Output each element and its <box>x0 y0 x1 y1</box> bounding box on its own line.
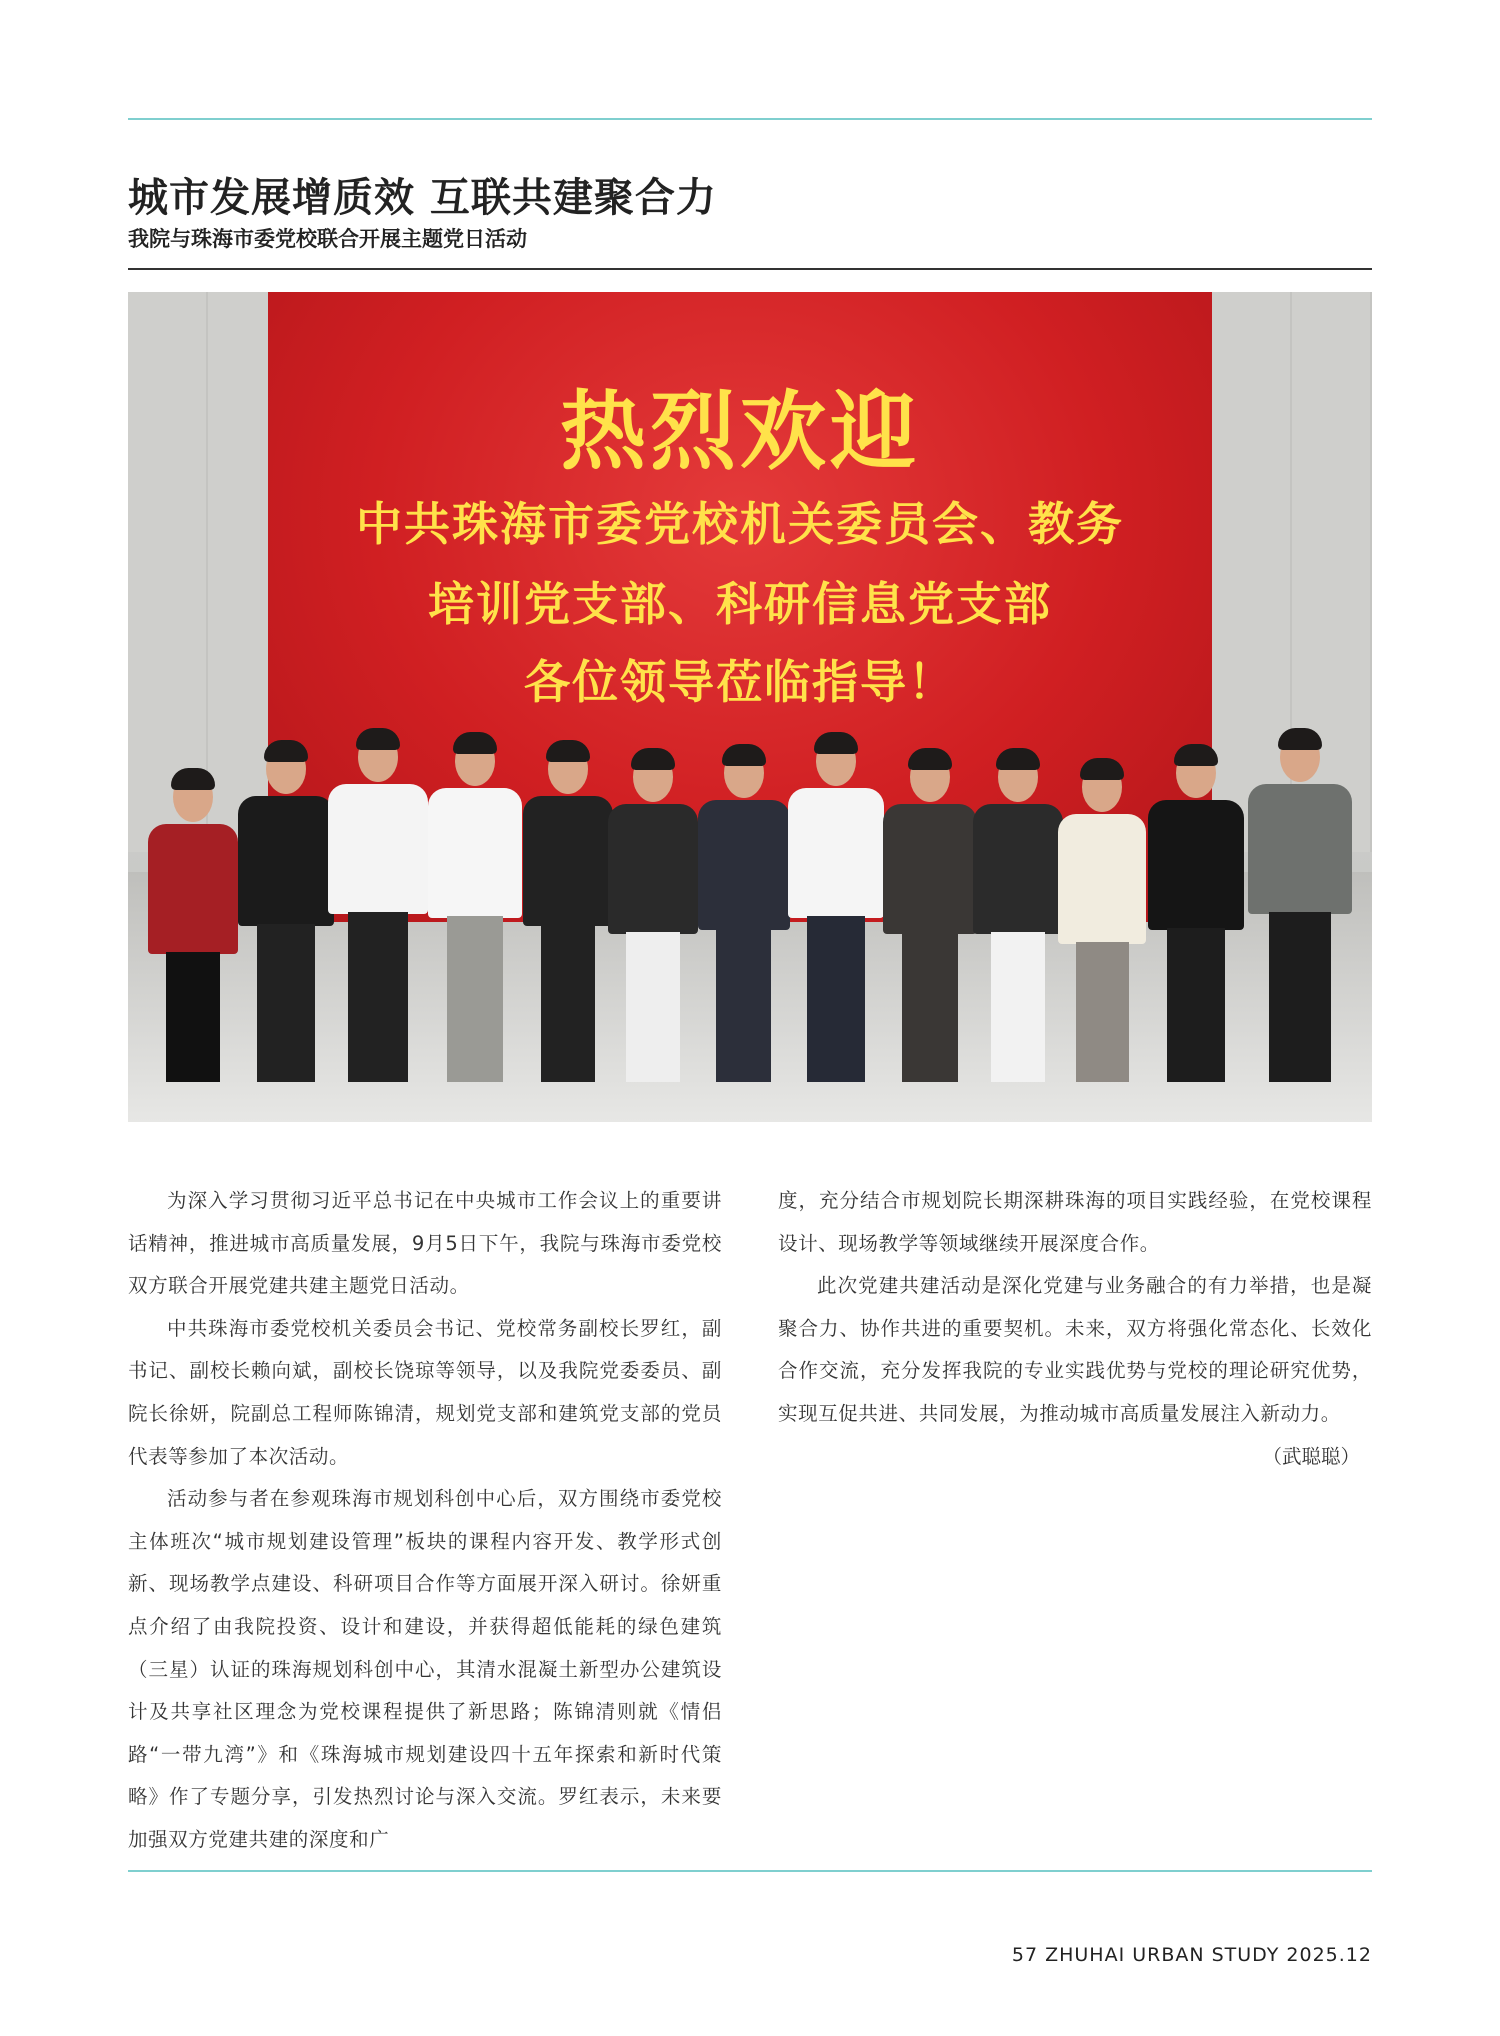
person-torso <box>1058 814 1146 944</box>
person-hair <box>814 732 858 754</box>
person-figure <box>148 772 238 1082</box>
group-of-people <box>128 292 1372 1122</box>
person-torso <box>1148 800 1244 930</box>
person-figure <box>1148 748 1244 1082</box>
article-title: 城市发展增质效 互联共建聚合力 <box>128 175 717 221</box>
person-legs <box>991 932 1045 1082</box>
person-legs <box>626 932 680 1082</box>
person-figure <box>428 736 522 1082</box>
person-figure <box>608 752 698 1082</box>
person-torso <box>148 824 238 954</box>
person-torso <box>1248 784 1352 914</box>
person-figure <box>788 736 884 1082</box>
person-torso <box>973 804 1063 934</box>
screen-line-1: 中共珠海市委党校机关委员会、教务 <box>356 497 1124 551</box>
person-legs <box>1167 928 1225 1082</box>
person-torso <box>608 804 698 934</box>
person-legs <box>447 916 503 1082</box>
person-figure <box>238 744 334 1082</box>
article-subtitle: 我院与珠海市委党校联合开展主题党日活动 <box>128 227 527 251</box>
text-column-left <box>128 1180 722 1862</box>
person-torso <box>788 788 884 918</box>
person-hair <box>546 740 590 762</box>
screen-line-3: 各位领导莅临指导！ <box>524 655 956 709</box>
person-torso <box>883 804 977 934</box>
person-torso <box>328 784 428 914</box>
person-torso <box>238 796 334 926</box>
screen-line-2: 培训党支部、科研信息党支部 <box>428 577 1052 631</box>
person-figure <box>523 744 613 1082</box>
person-legs <box>1269 912 1331 1082</box>
person-legs <box>348 912 408 1082</box>
person-hair <box>996 748 1040 770</box>
person-hair <box>171 768 215 790</box>
person-hair <box>631 748 675 770</box>
person-torso <box>698 800 790 930</box>
person-figure <box>1058 762 1146 1082</box>
person-figure <box>1248 732 1352 1082</box>
page-footer: 57 ZHUHAI URBAN STUDY 2025.12 <box>1011 1944 1372 1966</box>
person-figure <box>973 752 1063 1082</box>
text-column-right <box>778 1180 1372 1478</box>
person-legs <box>257 924 315 1082</box>
person-figure <box>698 748 790 1082</box>
person-legs <box>716 928 771 1082</box>
person-torso <box>523 796 613 926</box>
person-hair <box>908 748 952 770</box>
person-legs <box>807 916 865 1082</box>
paragraph-2: 中共珠海市委党校机关委员会书记、党校常务副校长罗红，副书记、副校长赖向斌，副校长饶琼等领导，以及我院党委委员、副院长徐妍，院副总工程师陈锦清，规划党支部和建筑党支部的党员代表等参加了本次活动。 <box>128 1316 722 1468</box>
paragraph-3-continued: 度，充分结合市规划院长期深耕珠海的项目实践经验，在党校课程设计、现场教学等领域继续开展深度合作。 <box>778 1189 1372 1255</box>
person-legs <box>166 952 220 1082</box>
bottom-rule <box>128 1870 1372 1872</box>
person-torso <box>428 788 522 918</box>
person-hair <box>1080 758 1124 780</box>
paragraph-1: 为深入学习贯彻习近平总书记在中央城市工作会议上的重要讲话精神，推进城市高质量发展，9月5日下午，我院与珠海市委党校双方联合开展党建共建主题党日活动。 <box>128 1189 722 1298</box>
paragraph-4: 此次党建共建活动是深化党建与业务融合的有力举措，也是凝聚合力、协作共进的重要契机。未来，双方将强化常态化、长效化合作交流，充分发挥我院的专业实践优势与党校的理论研究优势，实现互促共进、共同发展，为推动城市高质量发展注入新动力。 <box>778 1274 1372 1425</box>
person-legs <box>541 924 595 1082</box>
person-figure <box>328 732 428 1082</box>
title-rule <box>128 268 1372 270</box>
person-hair <box>264 740 308 762</box>
person-figure <box>883 752 977 1082</box>
person-hair <box>356 728 400 750</box>
person-legs <box>1076 942 1129 1082</box>
group-photo <box>128 292 1372 1122</box>
person-hair <box>453 732 497 754</box>
screen-headline: 热烈欢迎 <box>560 382 920 482</box>
person-hair <box>722 744 766 766</box>
author-signature: （武聪聪） <box>1262 1444 1360 1468</box>
person-hair <box>1278 728 1322 750</box>
person-legs <box>902 932 958 1082</box>
paragraph-3: 活动参与者在参观珠海市规划科创中心后，双方围绕市委党校主体班次“城市规划建设管理”板块的课程内容开发、教学形式创新、现场教学点建设、科研项目合作等方面展开深入研讨。徐妍重点介绍了由我院投资、设计和建设，并获得超低能耗的绿色建筑（三星）认证的珠海规划科创中心，其清水混凝土新型办公建筑设计及共享社区理念为党校课程提供了新思路；陈锦清则就《情侣路“一带九湾”》和《珠海城市规划建设四十五年探索和新时代策略》作了专题分享，引发热烈讨论与深入交流。罗红表示，未来要加强双方党建共建的深度和广 <box>128 1487 722 1851</box>
person-hair <box>1174 744 1218 766</box>
top-rule <box>128 118 1372 120</box>
